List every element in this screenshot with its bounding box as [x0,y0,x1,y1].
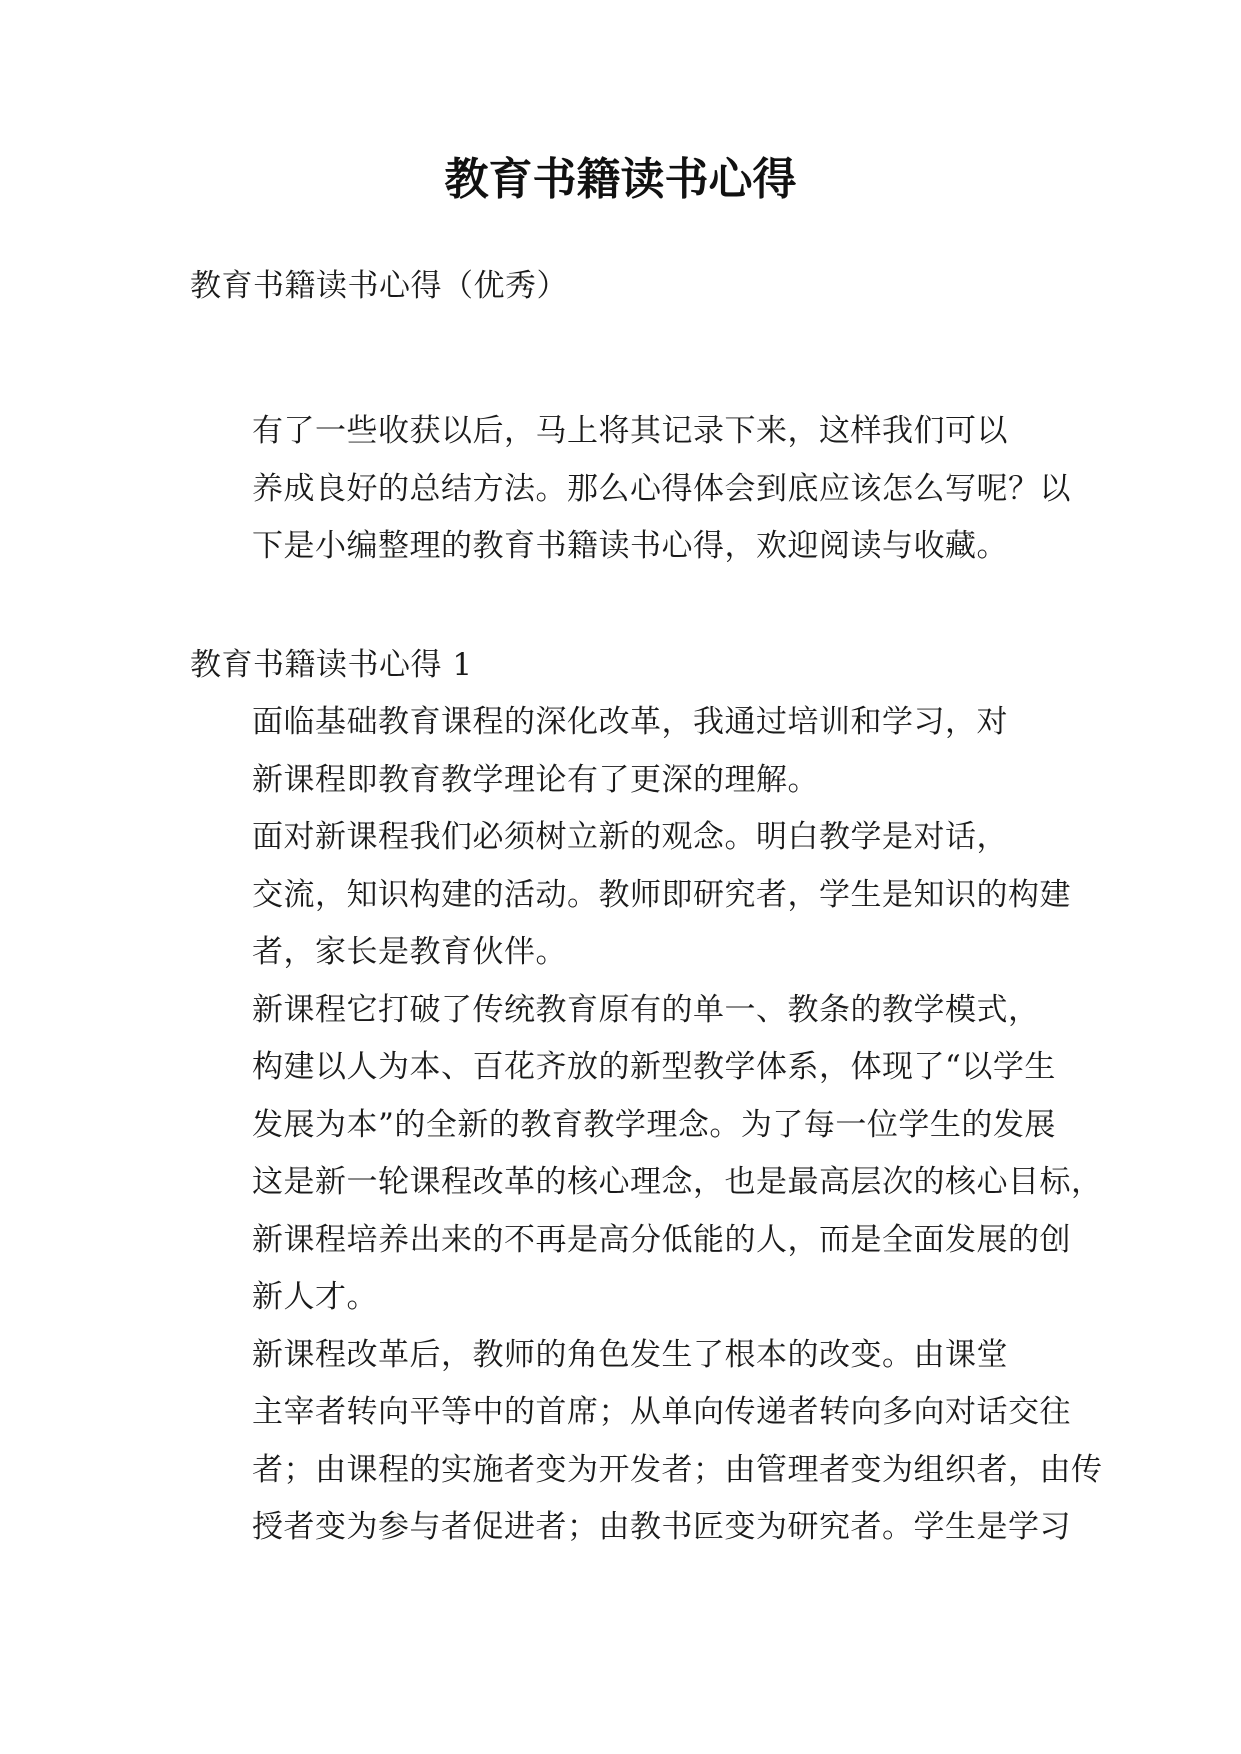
text-line: 新课程它打破了传统教育原有的单一、教条的教学模式， [252,991,1040,1028]
text-line: 发展为本”的全新的教育教学理念。为了每一位学生的发展 [252,1106,1056,1143]
text-line: 构建以人为本、百花齐放的新型教学体系，体现了“以学生 [252,1049,1056,1085]
body-paragraph [190,694,1055,809]
body-paragraph [190,1327,1103,1557]
body-paragraph [190,982,1103,1327]
text-line: 有了一些收获以后，马上将其记录下来，这样我们可以 [252,413,1008,449]
section-body [190,694,1103,1557]
text-line: 这是新一轮课程改革的核心理念，也是最高层次的核心目标， [252,1164,1103,1200]
text-line: 新课程改革后，教师的角色发生了根本的改变。由课堂 [252,1336,1008,1373]
intro-paragraph [190,403,1071,576]
document-title: 教育书籍读书心得 [444,154,797,205]
body-paragraph [190,809,1071,982]
text-line: 者；由课程的实施者变为开发者；由管理者变为组织者，由传 [252,1451,1103,1488]
text-line: 新课程即教育教学理论有了更深的理解。 [252,761,819,798]
text-line: 养成良好的总结方法。那么心得体会到底应该怎么写呢？以 [252,470,1071,507]
text-line: 主宰者转向平等中的首席；从单向传递者转向多向对话交往 [252,1394,1071,1430]
document-subtitle: 教育书籍读书心得（优秀） [190,268,568,304]
section-heading: 教育书籍读书心得 1 [190,647,473,683]
text-line: 新人才。 [252,1279,378,1315]
text-line: 面临基础教育课程的深化改革，我通过培训和学习，对 [252,704,1008,740]
text-line: 面对新课程我们必须树立新的观念。明白教学是对话， [252,819,1008,855]
text-line: 下是小编整理的教育书籍读书心得，欢迎阅读与收藏。 [252,528,1008,564]
text-line: 新课程培养出来的不再是高分低能的人，而是全面发展的创 [252,1221,1071,1258]
text-line: 者，家长是教育伙伴。 [252,934,567,970]
text-line: 交流，知识构建的活动。教师即研究者，学生是知识的构建 [252,876,1071,913]
text-line: 授者变为参与者促进者；由教书匠变为研究者。学生是学习 [252,1509,1071,1545]
intro-text [190,403,1071,576]
